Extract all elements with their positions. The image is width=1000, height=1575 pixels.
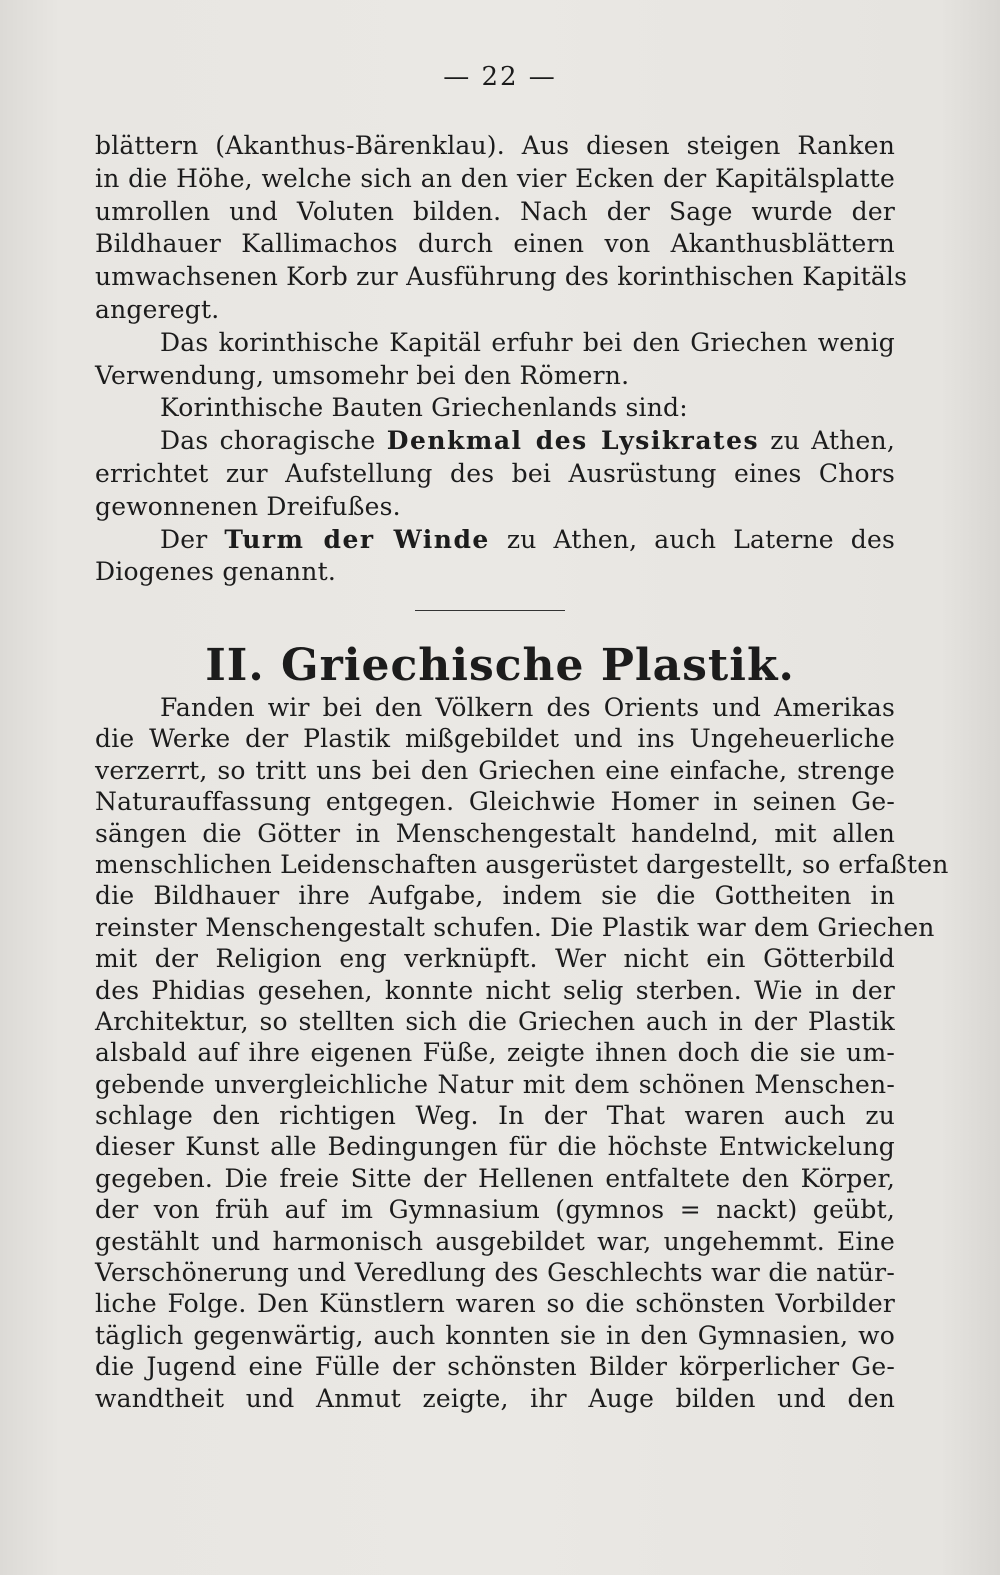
text-line: die Werke der Plastik mißgebildet und ins Ungeheuerliche	[95, 724, 895, 754]
text-line: dieser Kunst alle Bedingungen für die höchste Entwickelung	[95, 1132, 895, 1162]
turm-bold: Turm der Winde	[224, 524, 490, 554]
text-block-bottom	[95, 692, 949, 1414]
text-line: gewonnenen Dreifußes.	[95, 491, 401, 521]
text-line: Verwendung, umsomehr bei den Römern.	[95, 360, 630, 390]
text-line: Bildhauer Kallimachos durch einen von Akanthusblättern	[95, 229, 895, 259]
text-line: wandtheit und Anmut zeigte, ihr Auge bilden und den	[95, 1383, 895, 1413]
text-block-top	[95, 130, 908, 589]
text-line: alsbald auf ihre eigenen Füße, zeigte ihnen doch die sie um-	[95, 1038, 895, 1068]
text-line: Diogenes genannt.	[95, 557, 336, 587]
text-line: Das korinthische Kapitäl erfuhr bei den Griechen wenig	[160, 327, 895, 357]
text-line: gegeben. Die freie Sitte der Hellenen entfaltete den Körper,	[95, 1163, 895, 1193]
text-line: Korinthische Bauten Griechenlands sind:	[160, 393, 688, 423]
text-line: verzerrt, so tritt uns bei den Griechen eine einfache, strenge	[95, 755, 895, 785]
denkmal-bold: Denkmal des Lysikrates	[386, 426, 760, 456]
text-line: Fanden wir bei den Völkern des Orients und Amerikas	[160, 693, 895, 722]
turm-post: zu Athen, auch Laterne des	[506, 524, 895, 554]
text-line: blättern (Akanthus-Bärenklau). Aus diesen steigen Ranken	[95, 131, 895, 160]
text-line: die Bildhauer ihre Aufgabe, indem sie die Gottheiten in	[95, 881, 895, 911]
text-line: reinster Menschengestalt schufen. Die Plastik war dem Griechen	[95, 912, 935, 942]
text-line: in die Höhe, welche sich an den vier Ecken der Kapitälsplatte	[95, 163, 895, 193]
text-line: errichtet zur Aufstellung des bei Ausrüstung eines Chors	[95, 458, 895, 488]
text-line: die Jugend eine Fülle der schönsten Bilder körperlicher Ge-	[95, 1352, 895, 1382]
denkmal-post: zu Athen,	[770, 426, 896, 456]
section-heading: II. Griechische Plastik.	[205, 640, 795, 691]
text-line: umwachsenen Korb zur Ausführung des korinthischen Kapitäls	[95, 262, 908, 292]
text-line: Verschönerung und Veredlung des Geschlechts war die natür-	[95, 1258, 895, 1288]
text-line: des Phidias gesehen, konnte nicht selig sterben. Wie in der	[95, 975, 895, 1005]
text-line: angeregt.	[95, 294, 220, 324]
text-line: Naturauffassung entgegen. Gleichwie Homer in seinen Ge-	[95, 787, 895, 817]
turm-pre: Der	[160, 524, 208, 554]
text-line: gebende unvergleichliche Natur mit dem schönen Menschen-	[95, 1069, 895, 1099]
section-divider	[415, 610, 565, 611]
denkmal-pre: Das choragische	[160, 426, 376, 456]
turm-line	[95, 524, 895, 557]
text-line: gestählt und harmonisch ausgebildet war, ungehemmt. Eine	[95, 1226, 895, 1256]
page-number: — 22 —	[443, 62, 557, 92]
text-line: umrollen und Voluten bilden. Nach der Sage wurde der	[95, 196, 895, 226]
text-line: sängen die Götter in Menschengestalt handelnd, mit allen	[95, 818, 895, 848]
text-line: Architektur, so stellten sich die Griechen auch in der Plastik	[95, 1006, 895, 1036]
text-line: der von früh auf im Gymnasium (gymnos = nackt) geübt,	[95, 1195, 895, 1225]
denkmal-line	[95, 425, 895, 458]
text-line: liche Folge. Den Künstlern waren so die schönsten Vorbilder	[95, 1289, 895, 1319]
text-line: menschlichen Leidenschaften ausgerüstet dargestellt, so erfaßten	[95, 849, 949, 879]
text-line: mit der Religion eng verknüpft. Wer nicht ein Götterbild	[95, 944, 895, 974]
text-line: schlage den richtigen Weg. In der That waren auch zu	[95, 1101, 895, 1131]
text-line: täglich gegenwärtig, auch konnten sie in den Gymnasien, wo	[95, 1320, 895, 1350]
